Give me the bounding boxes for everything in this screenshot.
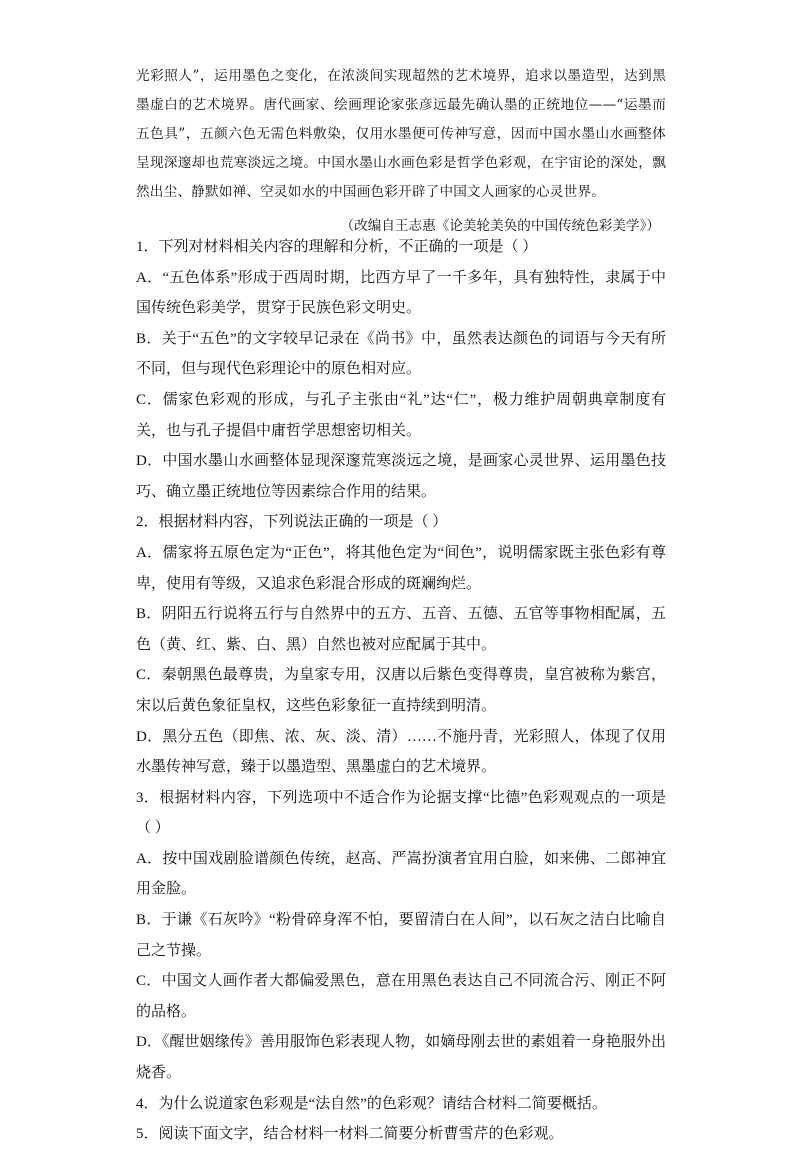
- question-2-option-a: A．儒家将五原色定为“正色”，将其他色定为“间色”，说明儒家既主张色彩有尊卑，使用有等级，又追求色彩混合形成的斑斓绚烂。: [136, 544, 666, 592]
- passage-block: [136, 62, 666, 207]
- question-3-option-b: B．于谦《石灰吟》“粉骨碎身浑不怕，要留清白在人间”，以石灰之洁白比喻自己之节操。: [136, 912, 666, 959]
- question-3-option-a: A．按中国戏剧脸谱颜色传统，赵高、严嵩扮演者宜用白脸，如来佛、二郎神宜用金脸。: [136, 850, 666, 898]
- question-1-option-b: B．关于“五色”的文字较早记录在《尚书》中，虽然表达颜色的词语与今天有所不同，但与现代色彩理论中的原色相对应。: [136, 330, 666, 378]
- question-2-option-d: D．黑分五色（即焦、浓、灰、淡、清）……不施丹青，光彩照人，体现了仅用水墨传神写意，臻于以墨造型、黑墨虚白的艺术境界。: [136, 728, 666, 776]
- question-3-stem: 3．根据材料内容，下列选项中不适合作为论据支撑“比德”色彩观观点的一项是（ ）: [136, 789, 666, 837]
- question-3-option-d: D．《醒世姻缘传》善用服饰色彩表现人物，如嫡母刚去世的素姐着一身艳服外出烧香。: [136, 1034, 666, 1082]
- question-2-stem: 2．根据材料内容，下列说法正确的一项是（ ）: [136, 514, 448, 531]
- question-1-option-d: D．中国水墨山水画整体显现深邃荒寒淡远之境，是画家心灵世界、运用墨色技巧、确立墨正统地位等因素综合作用的结果。: [136, 453, 666, 500]
- question-list: [136, 232, 666, 1150]
- question-3-option-c: C．中国文人画作者大都偏爱黑色，意在用黑色表达自己不同流合污、刚正不阿的品格。: [136, 973, 666, 1020]
- question-2-option-c: C．秦朝黑色最尊贵，为皇家专用，汉唐以后紫色变得尊贵，皇宫被称为紫宫，宋以后黄色象征皇权，这些色彩象征一直持续到明清。: [136, 667, 666, 714]
- question-1-option-c: C．儒家色彩观的形成，与孔子主张由“礼”达“仁”，极力维护周朝典章制度有关，也与孔子提倡中庸哲学思想密切相关。: [136, 391, 666, 439]
- passage-paragraph: 光彩照人”，运用墨色之变化，在浓淡间实现超然的艺术境界，追求以墨造型，达到黑墨虚白的艺术境界。唐代画家、绘画理论家张彦远最先确认墨的正统地位——“运墨而五色具”，五颜六色无需色料敷染，仅用水墨便可传神写意，因而中国水墨山水画整体呈现深邃却也荒寒淡远之境。中国水墨山水画色彩是哲学色彩观，在宇宙论的深处，飘然出尘、静默如禅、空灵如水的中国画色彩开辟了中国文人画家的心灵世界。: [136, 68, 666, 200]
- question-5-stem: 5．阅读下面文字，结合材料一材料二简要分析曹雪芹的色彩观。: [136, 1126, 564, 1143]
- question-2-option-b: B．阴阳五行说将五行与自然界中的五方、五音、五德、五官等事物相配属，五色（黄、红、紫、白、黑）自然也被对应配属于其中。: [136, 606, 666, 653]
- question-1-stem: 1．下列对材料相关内容的理解和分析，不正确的一项是（ ）: [136, 239, 538, 255]
- passage-source: （改编自王志惠《论美轮美奂的中国传统色彩美学》）: [340, 218, 660, 234]
- question-4-stem: 4．为什么说道家色彩观是“法自然”的色彩观？请结合材料二简要概括。: [136, 1095, 607, 1112]
- question-1-option-a: A．“五色体系”形成于西周时期，比西方早了一千多年，具有独特性，隶属于中国传统色彩美学，贯穿于民族色彩文明史。: [136, 269, 666, 317]
